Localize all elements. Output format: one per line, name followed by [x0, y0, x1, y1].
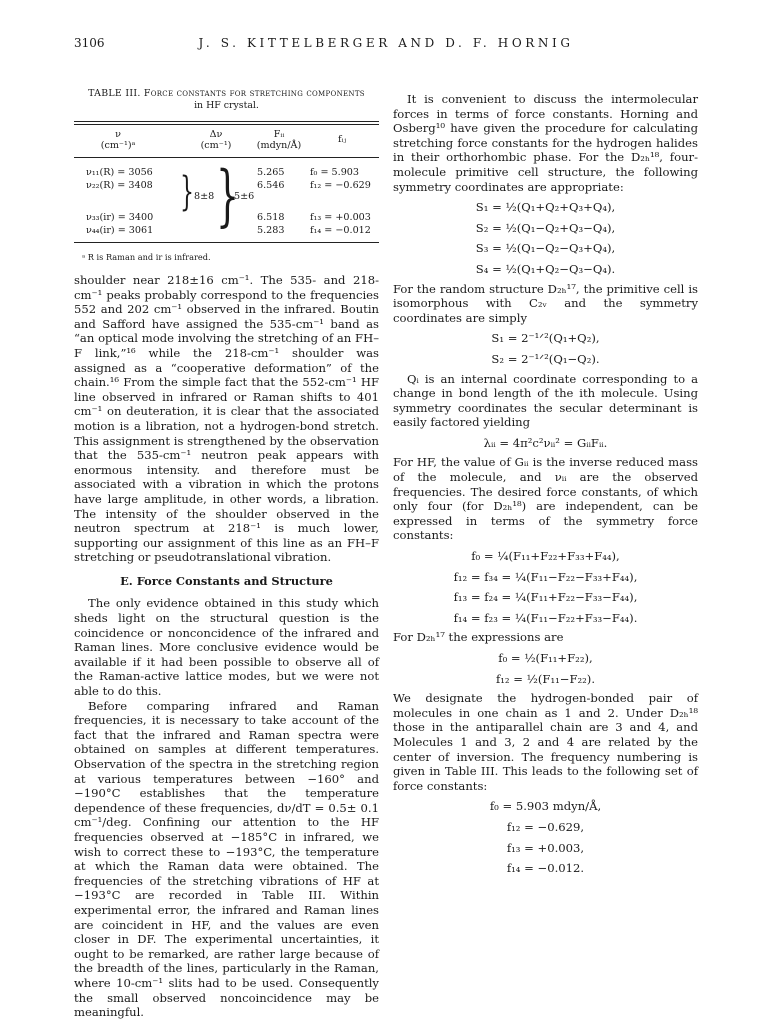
- col-head-nu: [78, 129, 158, 151]
- table-top-rule-2: [74, 124, 379, 125]
- table-cell-f: f₀ = 5.903: [310, 167, 359, 178]
- body-paragraph: For the random structure D₂ₕ¹⁷, the primitive cell is isomorphous with C₂ᵥ and the symmetry coordinates are simply: [393, 281, 698, 325]
- equation: S₁ = 2⁻¹ᐟ²(Q₁+Q₂),: [491, 331, 600, 346]
- table-cell-f: f₁₄ = −0.012: [310, 225, 371, 236]
- table-footnote: ᵃ R is Raman and ir is infrared.: [82, 252, 211, 262]
- table-caption-line-1: TABLE III. Force constants for stretching components: [88, 88, 365, 99]
- equation: f₁₂ = f₃₄ = ¼(F₁₁−F₂₂−F₃₃+F₄₄),: [453, 569, 638, 584]
- body-paragraph: shoulder near 218±16 cm⁻¹. The 535- and 218-cm⁻¹ peaks probably correspond to the frequencies 552 and 202 cm⁻¹ observed in the infrared. Boutin and Safford have assigned the 535-cm⁻¹ band as “an optical mode involving the stretching of an FH–F link,”¹⁶ while the 218-cm⁻¹ shoulder was assigned as a “cooperative deformation” of the chain.¹⁶ From the simple fact that the 552-cm⁻¹ HF line observed in infrared or Raman shifts to 401 cm⁻¹ on deuteration, it is clear that the associated motion is a libration, not a hydrogen-bond stretch. This assignment is strengthened by the observation that the 535-cm⁻¹ neutron peak appears with enormous intensity. and therefore must be associated with a vibration in which the protons have large amplitude, in other words, a libration. The intensity of the shoulder observed in the neutron spectrum at 218⁻¹ is much lower, supporting our assignment of this line as an FH–F stretching or pseudotranslational vibration.: [74, 273, 379, 565]
- body-paragraph: For HF, the value of Gᵢᵢ is the inverse reduced mass of the molecule, and νᵢᵢ are the observed frequencies. The desired force constants, of which only four (for D₂ₕ¹⁸) are independent, can be expressed in terms of the symmetry force constants:: [393, 455, 698, 543]
- table-cell-nu: ν₂₂(R) = 3408: [86, 180, 153, 191]
- table-cell-F: 5.265: [257, 167, 285, 178]
- table-bottom-rule: [74, 242, 379, 243]
- table-cell-nu: ν₃₃(ir) = 3400: [86, 212, 154, 223]
- table-caption: [74, 88, 379, 111]
- table-cell-dnu-outer: 5±6: [234, 191, 255, 202]
- col-head-dnu: [190, 129, 242, 151]
- equation: S₂ = ½(Q₁−Q₂+Q₃−Q₄),: [475, 220, 616, 235]
- equation: f₁₄ = f₂₃ = ¼(F₁₁−F₂₂+F₃₃−F₄₄).: [453, 610, 638, 625]
- running-title: J. S. KITTELBERGER AND D. F. HORNIG: [198, 36, 574, 50]
- table-cell-nu: ν₄₄(ir) = 3061: [86, 225, 154, 236]
- equation: S₁ = ½(Q₁+Q₂+Q₃+Q₄),: [475, 200, 616, 215]
- col-head-dnu-unit: (cm⁻¹): [200, 140, 232, 151]
- section-heading: E. Force Constants and Structure: [120, 573, 333, 588]
- table-cell-f: f₁₃ = +0.003: [310, 212, 371, 223]
- equation: S₂ = 2⁻¹ᐟ²(Q₁−Q₂).: [491, 351, 600, 366]
- col-head-dnu-symbol: Δν: [209, 129, 223, 140]
- col-head-f-symbol: fᵢⱼ: [337, 134, 346, 145]
- running-header: [74, 36, 698, 52]
- col-head-F-unit: (mdyn/Å): [256, 140, 302, 151]
- equation: f₁₂ = −0.629,: [506, 819, 585, 834]
- force-constants-table: [74, 117, 379, 265]
- equation: f₁₂ = ½(F₁₁−F₂₂).: [495, 671, 596, 686]
- left-column: [74, 88, 379, 1020]
- body-paragraph: The only evidence obtained in this study which sheds light on the structural question is the coincidence or nonconcidence of the infrared and Raman lines. More conclusive evidence would be available if it had been possible to observe all of the Raman-active lattice modes, but we were not able to do this.: [74, 596, 379, 699]
- col-head-F: [249, 129, 309, 151]
- equation: S₃ = ½(Q₁−Q₂−Q₃+Q₄),: [475, 241, 616, 256]
- equation: S₄ = ½(Q₁+Q₂−Q₃−Q₄).: [475, 261, 616, 276]
- brace-inner: }: [180, 169, 194, 215]
- col-head-nu-unit: (cm⁻¹)ᵃ: [100, 140, 136, 151]
- body-paragraph: It is convenient to discuss the intermolecular forces in terms of force constants. Horning and Osberg¹⁰ have given the procedure for calculating stretching force constants for the hydrogen halides in their orthorhombic phase. For the D₂ₕ¹⁸, four-molecule primitive cell structure, the following symmetry coordinates are appropriate:: [393, 92, 698, 194]
- page-number: 3106: [74, 36, 105, 50]
- equation: f₀ = ¼(F₁₁+F₂₂+F₃₃+F₄₄),: [471, 549, 620, 564]
- col-head-nu-symbol: ν: [115, 129, 121, 140]
- col-head-f: [322, 134, 362, 145]
- brace-outer: }: [216, 157, 240, 234]
- equation: f₁₄ = −0.012.: [506, 861, 585, 876]
- table-cell-F: 6.518: [257, 212, 285, 223]
- table-top-rule: [74, 121, 379, 122]
- equation: f₀ = ½(F₁₁+F₂₂),: [498, 651, 593, 665]
- body-paragraph: For D₂ₕ¹⁷ the expressions are: [393, 630, 564, 645]
- table-cell-nu: ν₁₁(R) = 3056: [86, 167, 153, 178]
- table-cell-F: 6.546: [257, 180, 285, 191]
- col-head-F-symbol: Fᵢᵢ: [273, 129, 285, 140]
- body-paragraph: Before comparing infrared and Raman frequencies, it is necessary to take account of the fact that the infrared and Raman spectra were obtained on samples at different temperatures. Observation of the spectra in the stretching region at various temperatures between −160° and −190°C establishes that the temperature dependence of these frequencies, dν/dT = 0.5± 0.1 cm⁻¹/deg. Confining our attention to the HF frequencies observed at −185°C in infrared, we wish to correct these to −193°C, the temperature at which the Raman data were obtained. The frequencies of the stretching vibrations of HF at −193°C are recorded in Table III. Within experimental error, the infrared and Raman lines are coincident in HF, and the values are even closer in DF. The experimental uncertainties, it ought to be remarked, are rather large because of the breadth of the lines, particularly in the Raman, where 10-cm⁻¹ slits had to be used. Consequently the small observed noncoincidence may be meaningful.: [74, 698, 379, 1020]
- equation: f₀ = 5.903 mdyn/Å,: [489, 799, 602, 814]
- right-column: [393, 92, 698, 881]
- table-cell-dnu-inner: 8±8: [194, 191, 215, 202]
- body-paragraph: We designate the hydrogen-bonded pair of molecules in one chain as 1 and 2. Under D₂ₕ¹⁸ those in the antiparallel chain are 3 and 4, and Molecules 1 and 3, 2 and 4 are related by the center of inversion. The frequency numbering is given in Table III. This leads to the following set of force constants:: [393, 691, 698, 793]
- table-cell-f: f₁₂ = −0.629: [310, 180, 371, 191]
- equation: f₁₃ = f₂₄ = ¼(F₁₁+F₂₂−F₃₃−F₄₄),: [453, 590, 638, 605]
- table-caption-line-2: in HF crystal.: [194, 99, 259, 111]
- equation: f₁₃ = +0.003,: [506, 840, 585, 855]
- body-paragraph: Qᵢ is an internal coordinate corresponding to a change in bond length of the ith molecule. Using symmetry coordinates the secular determinant is easily factored yielding: [393, 371, 698, 430]
- table-cell-F: 5.283: [257, 225, 285, 236]
- equation: λᵢᵢ = 4π²c²νᵢᵢ² = GᵢᵢFᵢᵢ.: [483, 435, 608, 450]
